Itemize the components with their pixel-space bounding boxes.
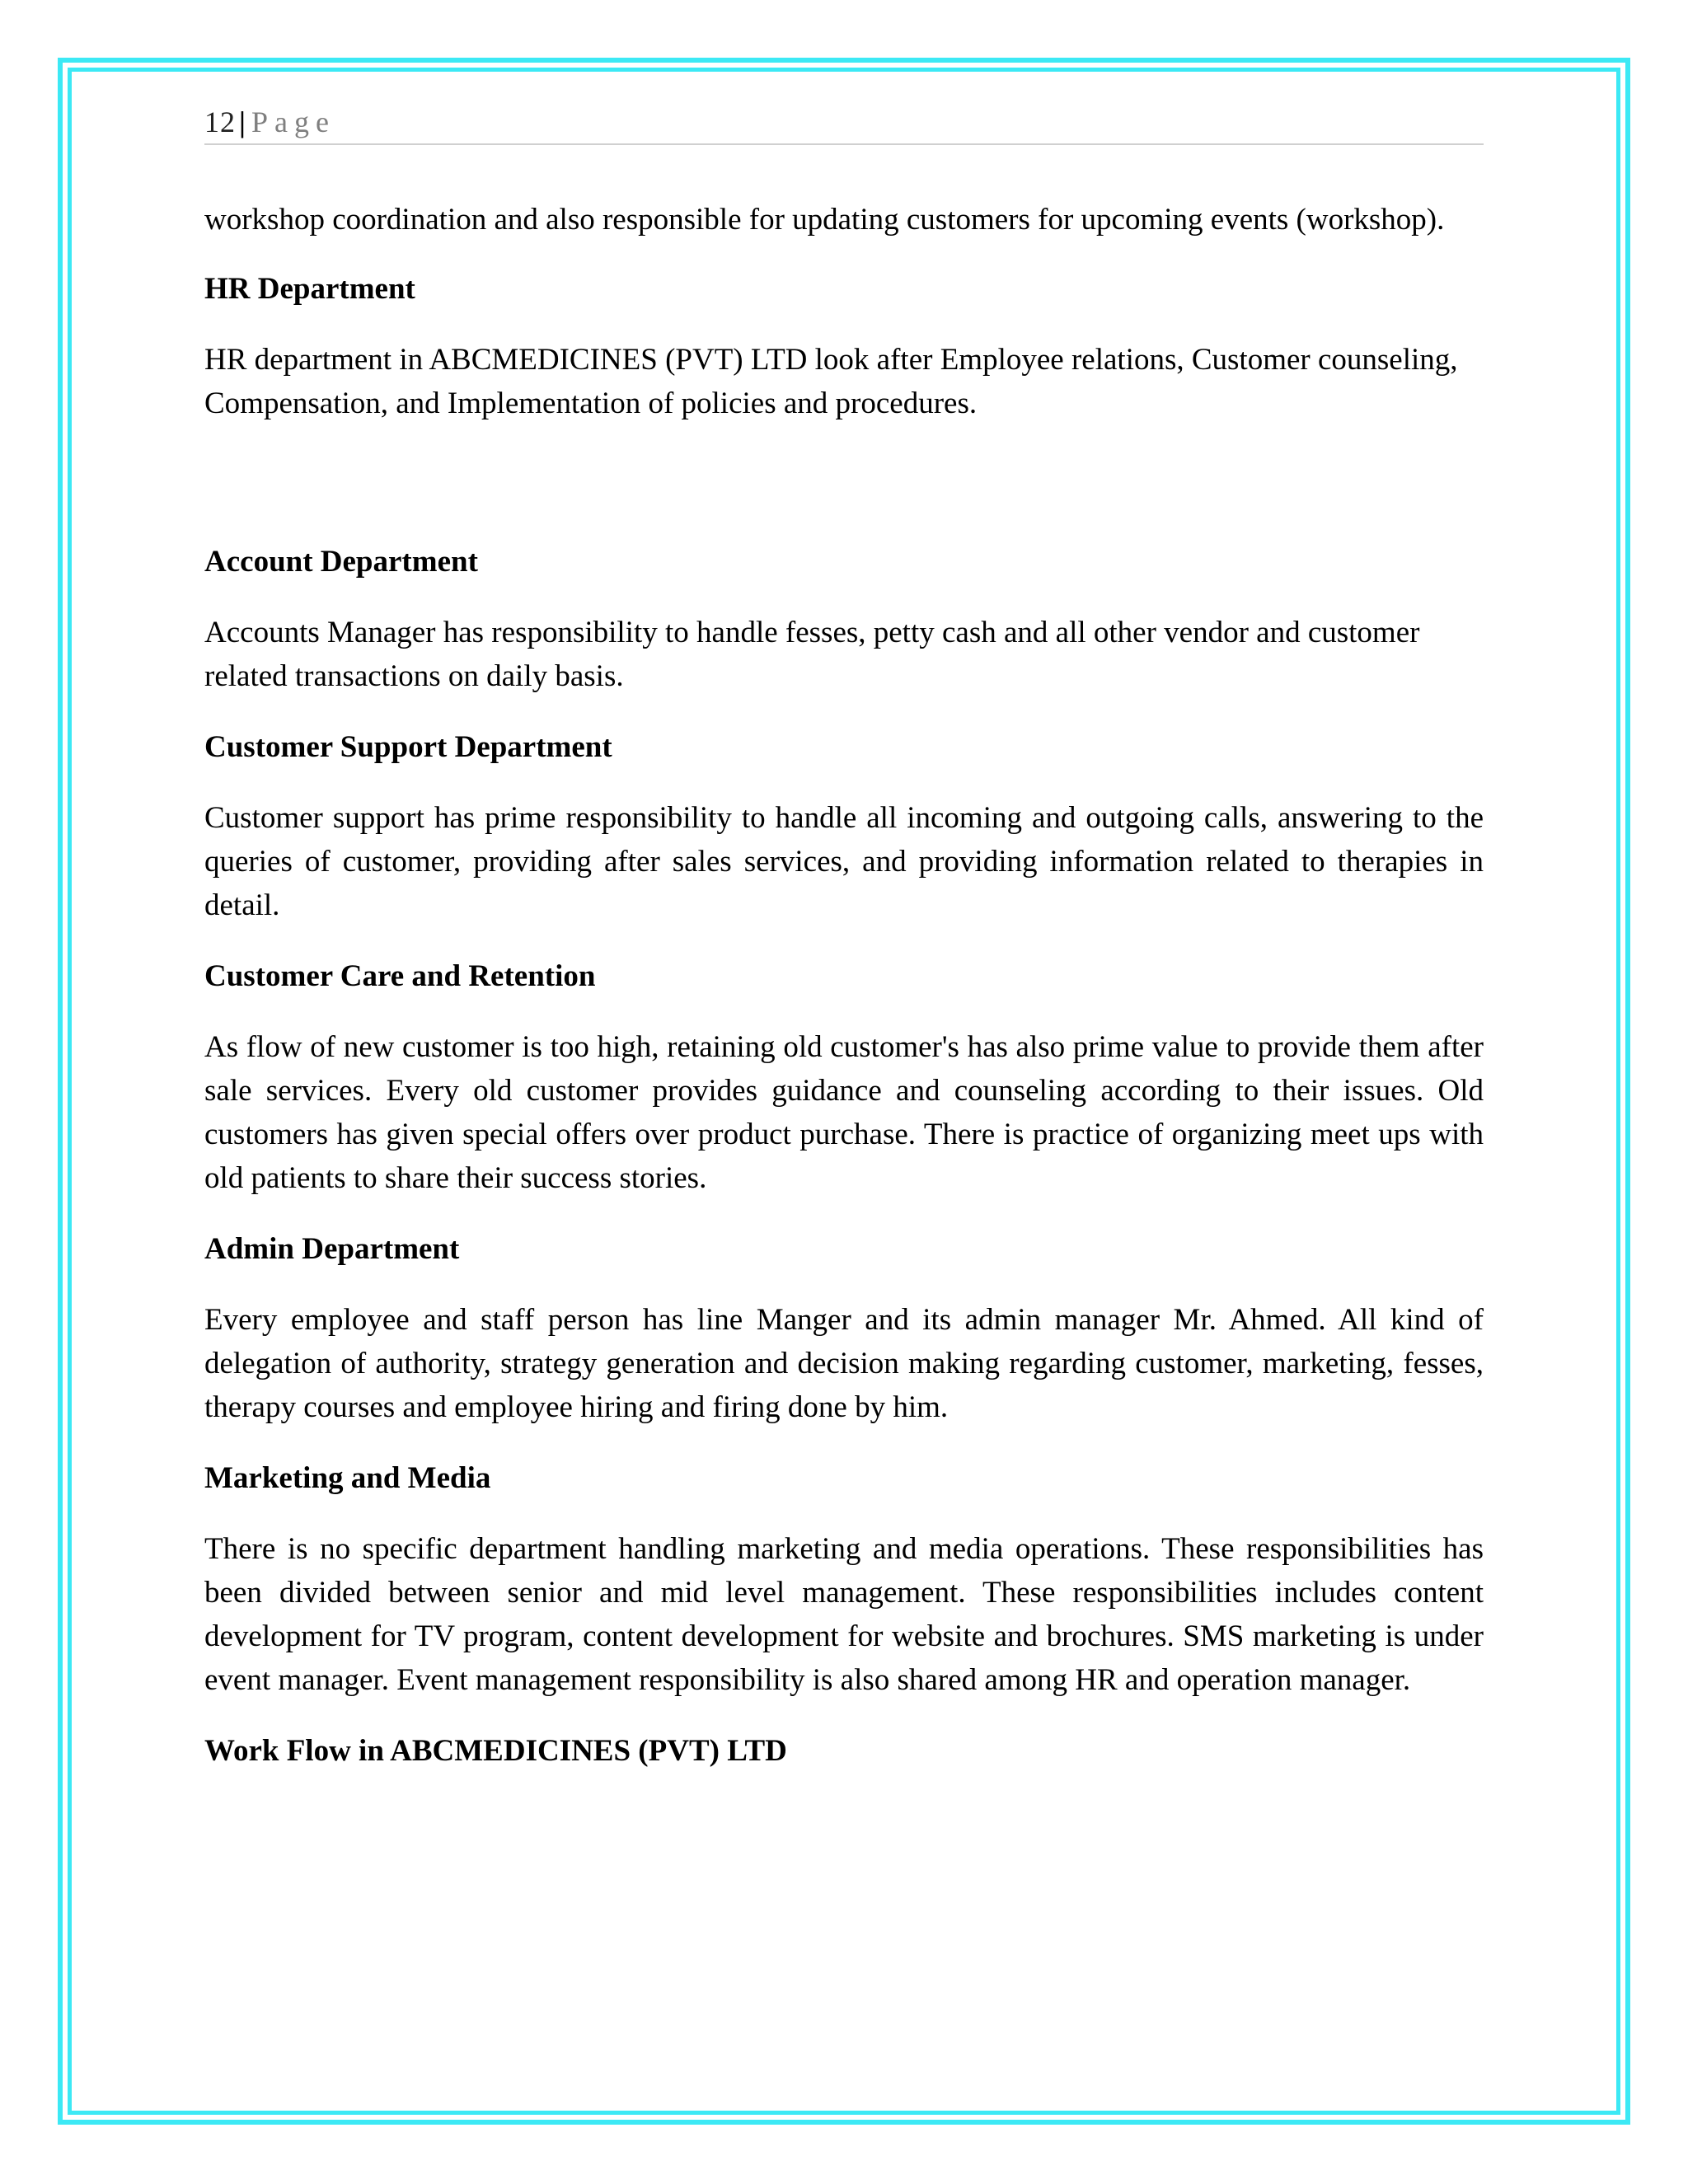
page-label: Page (251, 105, 335, 138)
care-paragraph: As flow of new customer is too high, retaining old customer's has also prime value to provide them after sale services. Every old customer provides guidance and counseling according to their issues. Old customers has given special offers over product purchase. There is practice of organizing meet ups with old patients to share their success stories. (204, 1030, 1484, 1195)
marketing-paragraph: There is no specific department handling marketing and media operations. These responsibilities has been divided between senior and mid level management. These responsibilities includes content development for TV program, content development for website and brochures. SMS marketing is under event manager. Event management responsibility is also shared among HR and operation manager. (204, 1532, 1484, 1697)
marketing-heading: Marketing and Media (204, 1461, 491, 1495)
page-number: 12 (204, 105, 236, 138)
account-heading: Account Department (204, 545, 478, 579)
support-paragraph: Customer support has prime responsibility to handle all incoming and outgoing calls, answering to the queries of customer, providing after sales services, and providing information related to therapies in detail. (204, 801, 1484, 922)
page-separator: | (239, 105, 246, 138)
support-heading: Customer Support Department (204, 730, 612, 764)
admin-paragraph: Every employee and staff person has line Manger and its admin manager Mr. Ahmed. All kind of delegation of authority, strategy generation and decision making regarding customer, marketing, fesses, therapy courses and employee hiring and firing done by him. (204, 1303, 1484, 1424)
workflow-heading: Work Flow in ABCMEDICINES (PVT) LTD (204, 1734, 787, 1768)
care-heading: Customer Care and Retention (204, 959, 596, 993)
intro-paragraph: workshop coordination and also responsible for updating customers for upcoming events (workshop). (204, 203, 1445, 237)
hr-heading: HR Department (204, 272, 415, 306)
page-header (204, 101, 1484, 145)
document-body (204, 198, 1484, 1773)
admin-heading: Admin Department (204, 1232, 460, 1266)
account-paragraph: Accounts Manager has responsibility to handle fesses, petty cash and all other vendor and customer related transactions on daily basis. (204, 616, 1420, 693)
hr-paragraph: HR department in ABCMEDICINES (PVT) LTD look after Employee relations, Customer counseling, Compensation, and Implementation of policies and procedures. (204, 343, 1458, 420)
